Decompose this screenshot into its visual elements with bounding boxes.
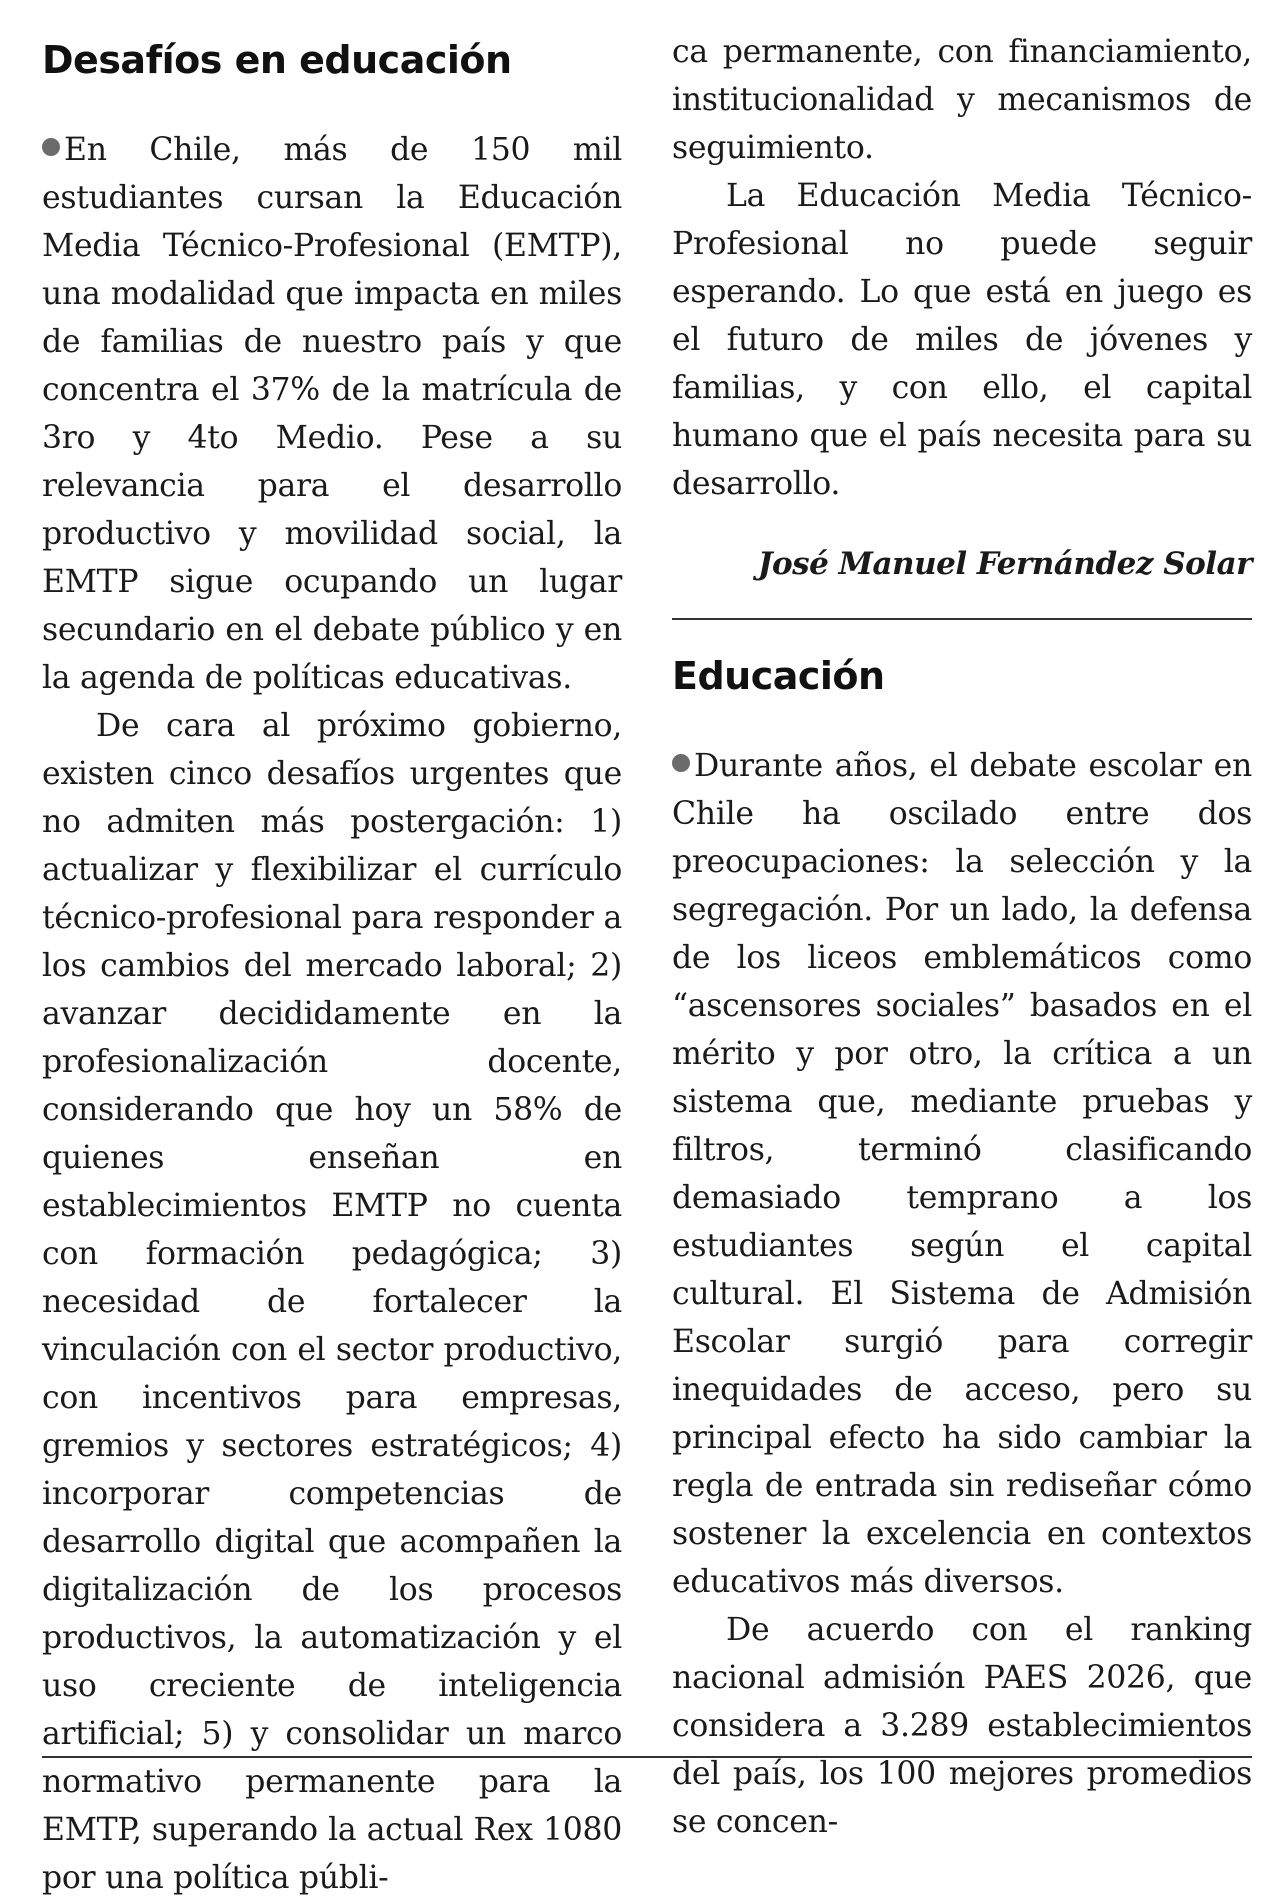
bullet-icon [672,754,690,772]
paragraph-5: De acuerdo con el ranking nacional admisión PAES 2026, que considera a 3.289 establecimientos del país, los 100 mejores promedios se concen- [672,1611,1252,1840]
author-signature: José Manuel Fernández Solar [757,546,1252,582]
paragraph-3: La Educación Media Técnico-Profesional no puede seguir esperando. Lo que está en juego es el futuro de miles de jóvenes y familias, y con ello, el capital humano que el país necesita para su desarrollo. [672,178,1252,502]
bullet-icon [42,138,60,156]
paragraph-1 [42,126,622,702]
paragraph-4-text: Durante años, el debate escolar en Chile ha oscilado entre dos preocupaciones: la selección y la segregación. Por un lado, la defensa de los liceos emblemáticos como “ascensores sociales” basados en el mérito y por otro, la crítica a un sistema que, mediante pruebas y filtros, terminó clasificando demasiado temprano a los estudiantes según el capital cultural. El Sistema de Admisión Escolar surgió para corregir inequidades de acceso, pero su principal efecto ha sido cambiar la regla de entrada sin rediseñar cómo sostener la excelencia en contextos educativos más diversos. [672,747,1252,1600]
headline-desafios: Desafíos en educación [42,38,512,82]
paragraph-continuation: ca permanente, con financiamiento, institucionalidad y mecanismos de seguimiento. [672,34,1252,166]
left-column [42,28,622,1902]
right-column [672,28,1252,1846]
bottom-divider [42,1756,1252,1758]
paragraph-4 [672,742,1252,1606]
paragraph-2: De cara al próximo gobierno, existen cinco desafíos urgentes que no admiten más postergación: 1) actualizar y flexibilizar el currículo técnico-profesional para responder a los cambios del mercado laboral; 2) avanzar decididamente en la profesionalización docente, considerando que hoy un 58% de quienes enseñan en establecimientos EMTP no cuenta con formación pedagógica; 3) necesidad de fortalecer la vinculación con el sector productivo, con incentivos para empresas, gremios y sectores estratégicos; 4) incorporar competencias de desarrollo digital que acompañen la digitalización de los procesos productivos, la automatización y el uso creciente de inteligencia artificial; 5) y consolidar un marco normativo permanente para la EMTP, superando la actual Rex 1080 por una política públi- [42,707,622,1896]
section-divider [672,618,1252,620]
paragraph-1-text: En Chile, más de 150 mil estudiantes cursan la Educación Media Técnico-Profesional (EMTP), una modalidad que impacta en miles de familias de nuestro país y que concentra el 37% de la matrícula de 3ro y 4to Medio. Pese a su relevancia para el desarrollo productivo y movilidad social, la EMTP sigue ocupando un lugar secundario en el debate público y en la agenda de políticas educativas. [42,131,622,696]
headline-educacion: Educación [672,654,885,698]
